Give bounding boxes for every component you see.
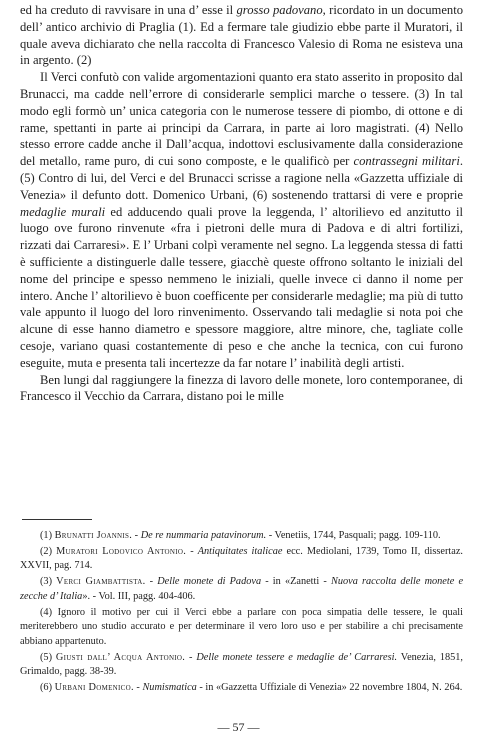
text-run: - bbox=[133, 682, 143, 694]
text-run: Ignoro il motivo per cui il Verci ebbe a parlare con poca simpatia delle tessere, le quali meriterebbero uno studio accurato e per determinare il vero loro uso e per stabilire a chi precisamente abbiano appartenuto. bbox=[20, 606, 464, 647]
footnote bbox=[20, 545, 463, 574]
text-run: ecc. Mediolani, 1739, Tomo II, dissertaz. XXVII, pag. 714. bbox=[20, 545, 463, 572]
italic-run: Delle monete tessere e medaglie de’ Carraresi. bbox=[196, 651, 398, 663]
text-run: ed ha creduto di ravvisare in una d’ esse il bbox=[20, 3, 237, 17]
author-name: Muratori Lodovico Antonio. bbox=[56, 545, 187, 557]
text-run: Venezia, 1851, Grimaldo, pagg. 38-39. bbox=[20, 651, 463, 678]
text-run: - bbox=[185, 651, 197, 663]
text-run: - bbox=[186, 545, 198, 557]
italic-run: De re nummaria patavinorum. bbox=[140, 530, 267, 541]
text-run: - bbox=[145, 576, 158, 588]
page-number: — 57 — bbox=[217, 720, 260, 734]
italic-run: grosso padovano bbox=[236, 3, 323, 17]
footnotes bbox=[20, 529, 463, 697]
text-run: Ben lungi dal raggiungere la finezza di lavoro delle monete, loro contemporanee, di Francesco il Vecchio da Carrara, distano poi le mille bbox=[20, 372, 463, 404]
author-name: Brunatti Joannis. bbox=[54, 530, 133, 541]
footnote-number: (1) bbox=[40, 530, 53, 541]
italic-run: contrassegni militari bbox=[353, 154, 460, 169]
text-run: - bbox=[132, 530, 141, 541]
text-run: . (5) Contro di lui, del Verci e del Brunacci scrisse a ragione nella «Gazzetta uffiziale di Venezia» il defunto dott. Domenico Urbani, (6) sostenendo trattarsi di vere e proprie bbox=[20, 154, 463, 202]
text-run: ed adducendo quali prove la leggenda, l’ altorilievo ed anzitutto il luogo ove furono rinvenute «fra i pietroni delle mura di Padova e di altri fortilizi, rizzati dai Carraresi». E l’ Urbani colpì veramente nel segno. La leggenda stessa di fatti è sufficiente a distinguerle dalle tessere, giacchè queste offrono soltanto le iniziali del nome del principe e spesso nemmeno le iniziali, quelle invece ci danno il nome per intero. Anche l’ altorilievo è buon coefficente per considerarle medaglie; ma più di tutto vale appunto il luogo del loro rinvenimento. Osservando tali medaglie si nota poi che alcune di esse hanno diametro e spessore maggiore, altre minore, che, tagliate colle cesoje, variano quasi costantemente di peso e che anche la tecnica, con cui furono eseguite, muta e presenta tali incertezze da far notare l’ inabilità degli artisti. bbox=[20, 204, 463, 370]
italic-run: Numismatica bbox=[142, 682, 197, 694]
text-run: - in «Gazzetta Uffiziale di Venezia» 22 novembre 1804, N. 264. bbox=[196, 682, 463, 694]
author-name: Giusti dall’ Acqua Antonio. bbox=[55, 651, 186, 663]
italic-run: Delle monete di Padova bbox=[157, 576, 262, 588]
text-run: - Venetiis, 1744, Pasquali; pagg. 109-110. bbox=[266, 530, 441, 541]
italic-run: Antiquitates italicae bbox=[197, 545, 283, 557]
italic-run: Nuova raccolta delle monete e zecche d’ Italia bbox=[20, 576, 464, 602]
text-run: - in «Zanetti - bbox=[261, 576, 331, 588]
footnote bbox=[20, 681, 463, 696]
footnote-number: (3) bbox=[40, 576, 53, 588]
author-name: Urbani Domenico. bbox=[54, 682, 134, 694]
main-text bbox=[20, 2, 463, 405]
footnote-number: (5) bbox=[40, 651, 53, 663]
footnote-separator bbox=[22, 519, 92, 520]
paragraph bbox=[20, 2, 463, 69]
paragraph bbox=[20, 69, 463, 371]
footnote-number: (6) bbox=[40, 682, 53, 694]
footnote bbox=[20, 606, 463, 650]
text-run: , ricordato in un documento dell’ antico archivio di Praglia (1). Ed a fermare tale giudizio ebbe parte il Muratori, il quale aveva dichiarato che nella raccolta di Francesco Valesio di Roma ne esisteva una in argento. (2) bbox=[20, 3, 464, 68]
author-name: Verci Giambattista. bbox=[56, 576, 146, 588]
footnote bbox=[20, 529, 463, 544]
footnote-number: (2) bbox=[40, 545, 53, 557]
text-run: ». - Vol. III, pagg. 404-406. bbox=[82, 590, 196, 602]
footnote bbox=[20, 575, 463, 604]
text-run: Il Verci confutò con valide argomentazioni quanto era stato asserito in proposito dal Brunacci, ma cadde nell’errore di considerarle semplici marche o tessere. (3) In tal modo egli formò un’ unica categoria con le numerose tessere di piombo, di ottone e di rame, spettanti in parte ai principi da Carrara, in parte ai loro magistrati. (4) Nello stesso errore cadde anche il Dall’acqua, indottovi esclusivamente dalla considerazione del metallo, rame puro, di cui sono composte, e le qualificò per bbox=[20, 70, 463, 169]
paragraph bbox=[20, 372, 463, 406]
footnote-number: (4) bbox=[40, 606, 53, 618]
italic-run: medaglie murali bbox=[20, 204, 106, 219]
footnote bbox=[20, 651, 463, 680]
